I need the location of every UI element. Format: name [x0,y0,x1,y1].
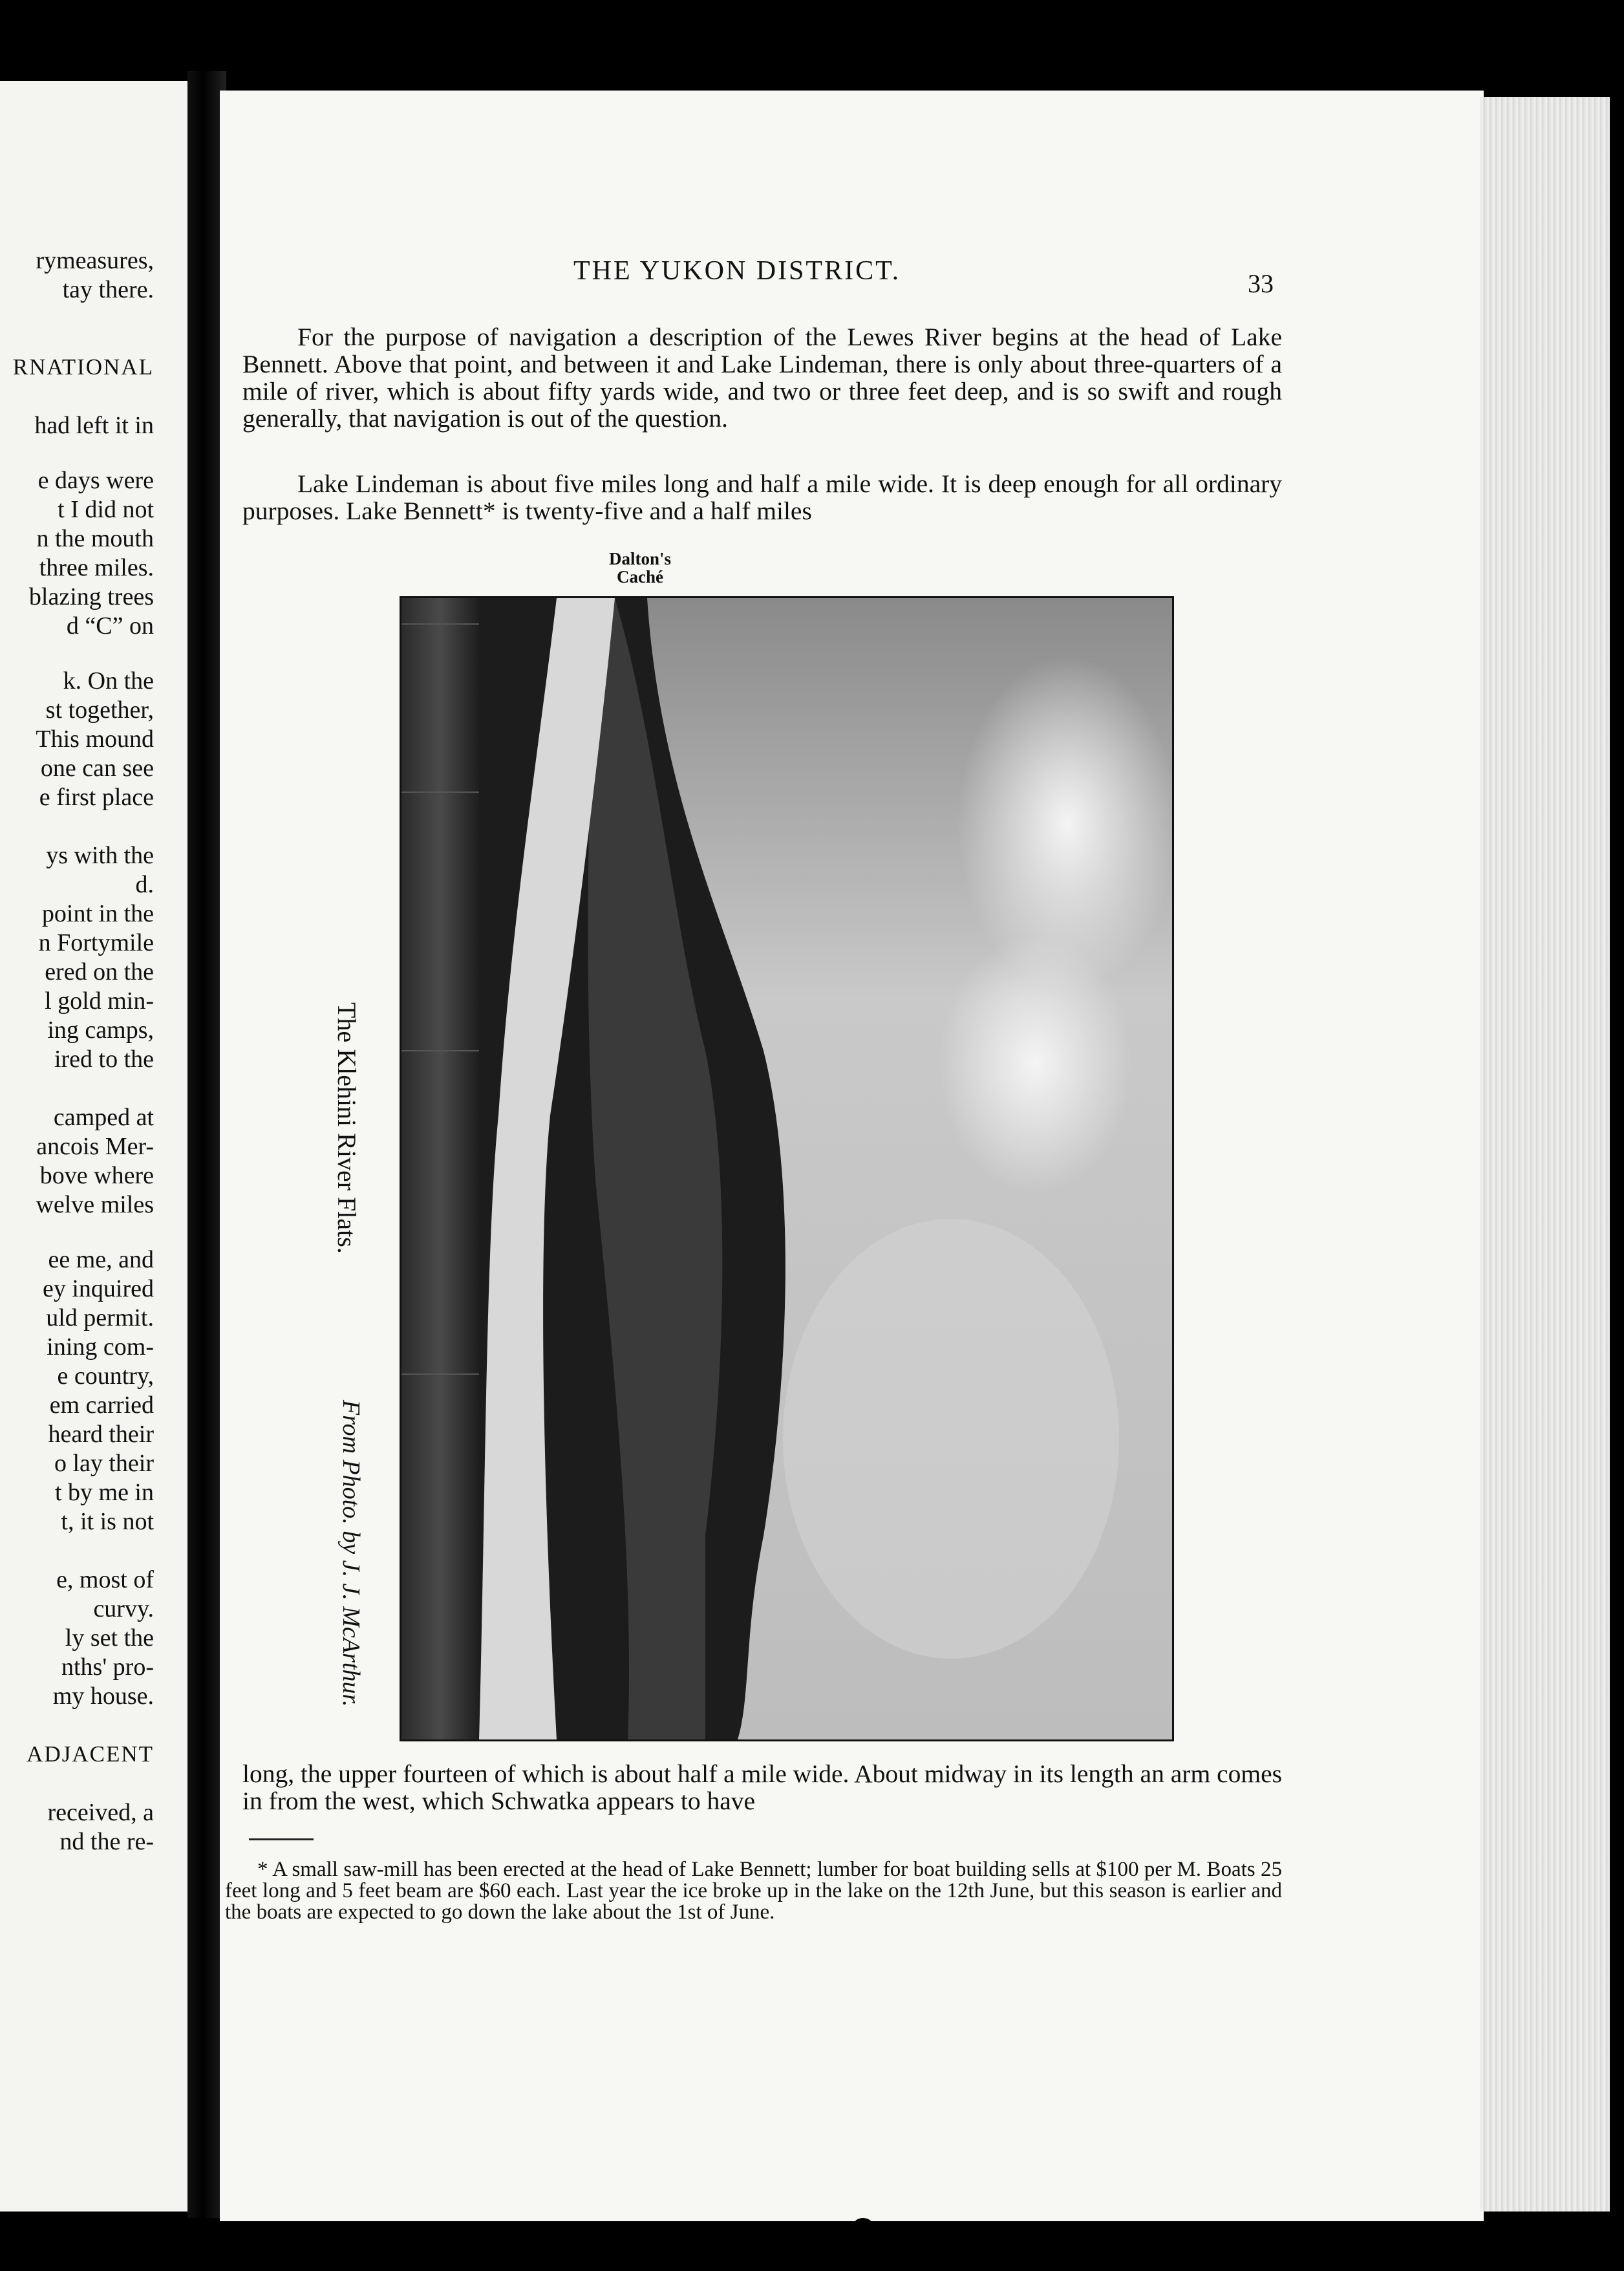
facing-page-line: ered on the [45,958,154,985]
facing-page-line: This mound [36,726,154,753]
facing-page-line: three miles. [39,554,154,581]
photo-illustration [401,598,1172,1739]
footnote: * A small saw-mill has been erected at the head of Lake Bennett; lumber for boat building sells at $100 per M. Boats 25 feet long and 5 feet beam are $60 each. Last year the ice broke up in the lake on the 12th June, but this season is earlier and the boats are expected to go down the lake about the 1st of June. [225,1858,1282,1924]
facing-page-line: my house. [52,1683,154,1710]
facing-page-line: received, a [47,1799,154,1826]
paragraph-lake-bennett: long, the upper fourteen of which is about half a mile wide. About midway in its length an arm comes in from the west, which Schwatka appears to have [242,1760,1282,1815]
facing-page-line: blazing trees [28,583,154,610]
figure-credit: From Photo. by J. J. McArthur. [337,1400,365,1707]
footnote-rule [249,1838,314,1840]
figure-label-line-2: Caché [617,567,663,587]
facing-page-line: ing camps, [47,1017,154,1044]
figure-label [575,550,705,586]
facing-page-line: camped at [53,1104,154,1131]
facing-page-line: tay there. [62,276,154,303]
facing-page-line: d “C” on [66,612,154,640]
facing-page-line: e days were [37,467,154,494]
facing-page-line: k. On the [63,667,154,694]
scan-speck [540,26,544,30]
facing-page-line: e, most of [56,1566,154,1593]
facing-page-line: em carried [49,1392,154,1419]
facing-page-line: t by me in [54,1479,154,1506]
facing-page-line: ining com- [47,1333,154,1361]
facing-page-line: welve miles [36,1191,154,1218]
facing-page-line: rymeasures, [36,247,154,274]
facing-page-line: n Fortymile [38,929,154,956]
paragraph-lake-lindeman: Lake Lindeman is about five miles long and half a mile wide. It is deep enough for all ordinary purposes. Lake Bennett* is twenty-five and a half miles [242,469,1282,525]
running-head: THE YUKON DISTRICT. [573,256,901,286]
facing-page-line: ly set the [65,1624,154,1652]
figure-caption: The Klehini River Flats. [332,1002,361,1254]
facing-page-line: nths' pro- [61,1653,154,1681]
facing-page-line: uld permit. [46,1304,154,1331]
facing-page-line: n the mouth [36,525,154,552]
facing-page-line: ee me, and [48,1246,154,1273]
facing-page [0,81,187,2212]
facing-page-line: o lay their [54,1450,154,1477]
facing-page-line: e first place [39,784,154,811]
facing-page-line: st together, [45,696,154,724]
facing-page-line: ey inquired [42,1275,154,1302]
paragraph-lewes-river: For the purpose of navigation a description of the Lewes River begins at the head of Lake Bennett. Above that point, and between it and Lake Lindeman, there is only about three-quarters of a mile of river, which is about fifty yards wide, and two or three feet deep, and is so swift and rough generally, that navigation is out of the question. [242,323,1282,433]
facing-page-line: curvy. [93,1595,154,1622]
facing-page-line: heard their [48,1421,154,1448]
facing-page-line: e country, [57,1362,154,1390]
figure-label-line-1: Dalton's [608,549,672,568]
page-edges [1480,97,1610,2212]
facing-page-line: nd the re- [59,1828,154,1855]
facing-page-line: had left it in [34,412,154,439]
facing-page-line: point in the [41,900,154,927]
facing-page-line: ancois Mer- [36,1133,154,1160]
facing-page-line: ADJACENT [27,1741,154,1767]
facing-page-line: bove where [39,1162,154,1189]
facing-page-line: t I did not [58,496,154,523]
facing-page-line: ys with the [46,842,154,869]
river-flats-photo [400,596,1174,1741]
facing-page-line: one can see [40,755,154,782]
scan-speck [853,2218,873,2232]
facing-page-line: d. [135,871,154,898]
facing-page-line: RNATIONAL [12,354,154,380]
page-number: 33 [1248,269,1274,298]
facing-page-line: l gold min- [45,987,154,1015]
facing-page-line: t, it is not [61,1508,154,1535]
facing-page-line: ired to the [54,1046,154,1073]
